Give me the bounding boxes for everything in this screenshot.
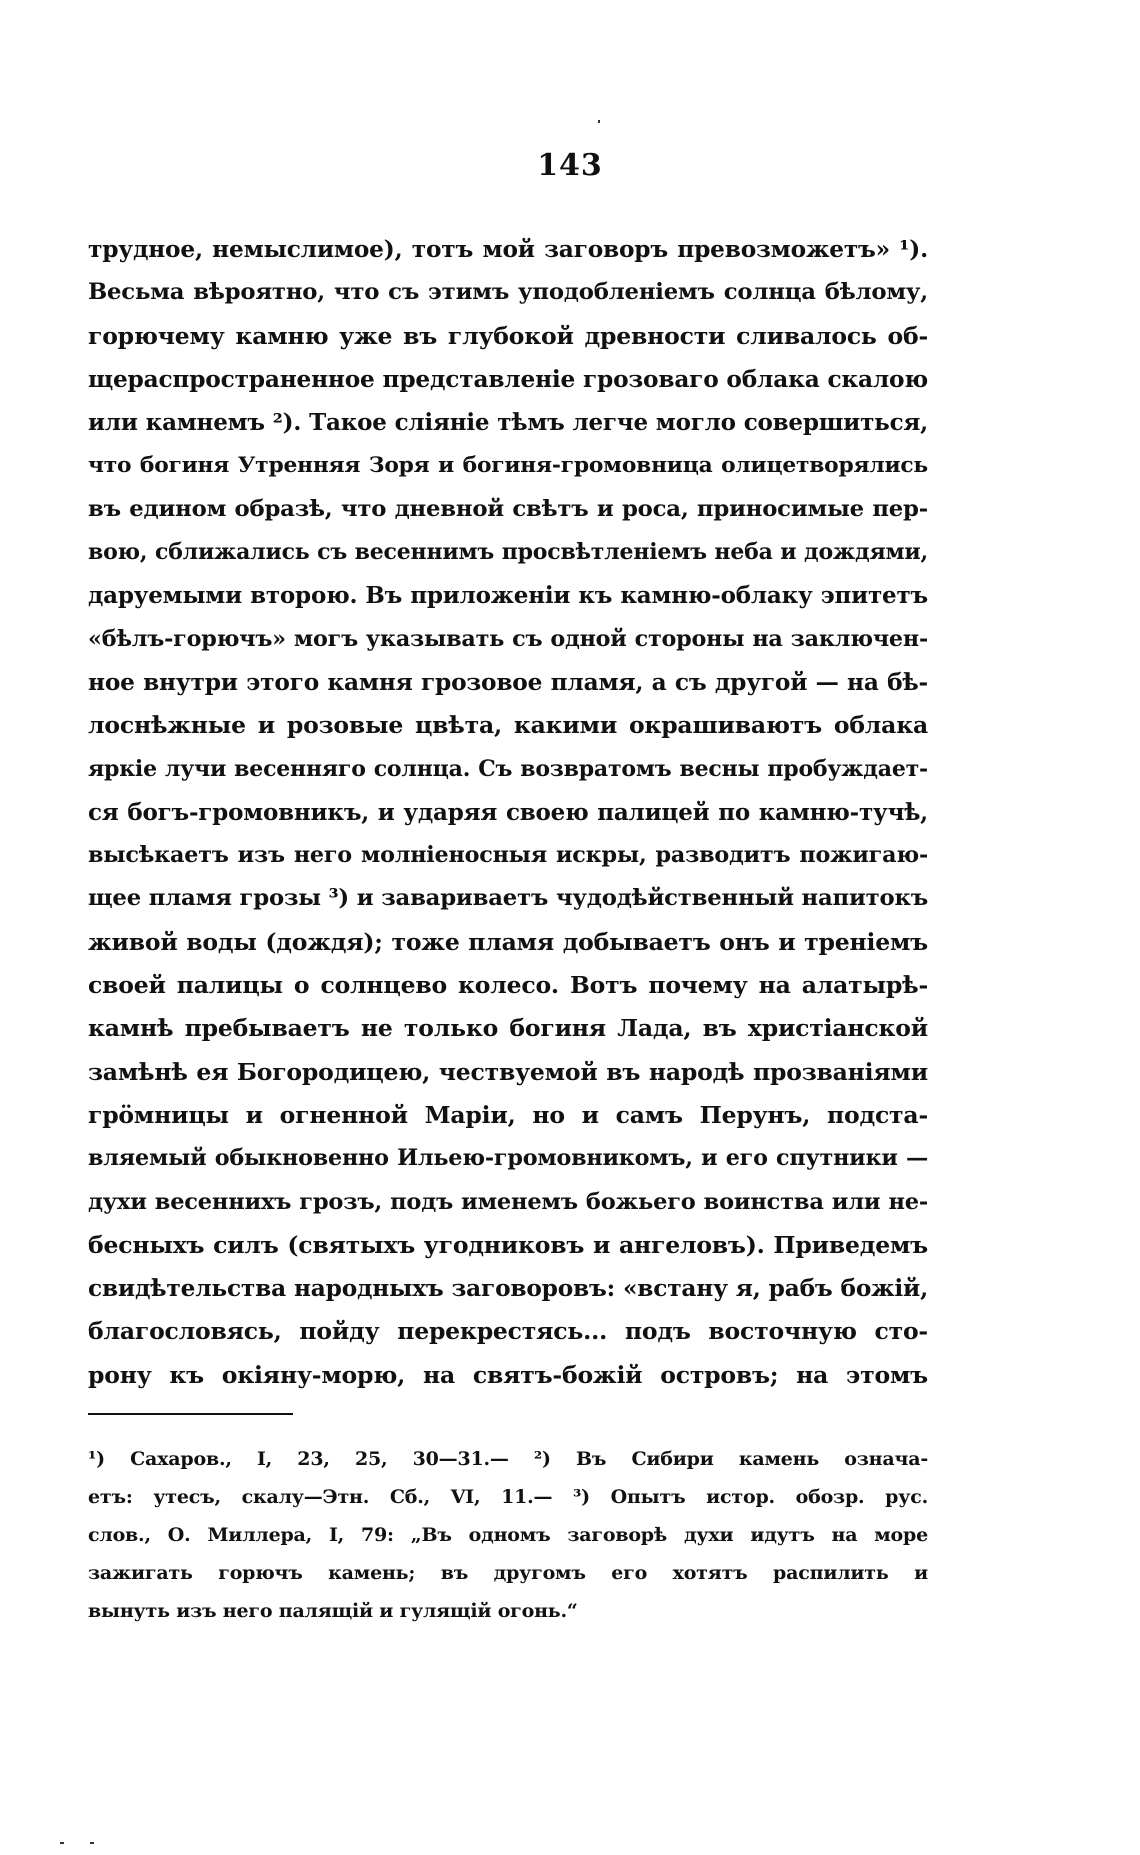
text-line: рону къ окіяну-морю, на святъ-божій островъ; на этомъ: [88, 1360, 928, 1389]
text-line: высѣкаетъ изъ него молніеносныя искры, разводитъ пожигаю-: [88, 842, 928, 869]
text-line: благословясь, пойду перекрестясь... подъ восточную сто-: [88, 1317, 928, 1346]
main-text-block: [88, 228, 928, 1397]
scan-speck: [598, 120, 600, 123]
text-line: вою, сближались съ весеннимъ просвѣтленіемъ неба и дождями,: [88, 539, 928, 566]
text-line: свидѣтельства народныхъ заговоровъ: «встану я, рабъ божій,: [88, 1275, 928, 1303]
text-line: «бѣлъ-горючъ» могъ указывать съ одной стороны на заключен-: [88, 625, 928, 652]
footnotes-block: [88, 1440, 928, 1630]
text-line: горючему камню уже въ глубокой древности сливалось об-: [88, 321, 928, 350]
footnote-line: ¹) Сахаров., I, 23, 25, 30—31.— ²) Въ Сибири камень означа-: [88, 1448, 928, 1470]
text-line: камнѣ пребываетъ не только богиня Лада, въ христіанской: [88, 1014, 928, 1043]
text-line: вляемый обыкновенно Ильею-громовникомъ, и его спутники —: [88, 1145, 928, 1172]
text-line: даруемыми второю. Въ приложеніи къ камню-облаку эпитетъ: [88, 582, 928, 610]
text-line: трудное, немыслимое), тотъ мой заговоръ превозможетъ» ¹).: [88, 236, 928, 263]
text-line: живой воды (дождя); тоже пламя добываетъ онъ и треніемъ: [88, 927, 928, 956]
text-line: что богиня Утренняя Зоря и богиня-громовница олицетворялись: [88, 453, 928, 479]
scan-speck: [60, 1842, 64, 1844]
footnote-line: слов., О. Миллера, I, 79: „Въ одномъ заговорѣ духи идутъ на море: [88, 1524, 928, 1546]
text-line: ное внутри этого камня грозовое пламя, а съ другой — на бѣ-: [88, 668, 928, 696]
text-line: Весьма вѣроятно, что съ этимъ уподобленіемъ солнца бѣлому,: [88, 279, 928, 306]
footnote-separator: [88, 1413, 293, 1415]
text-line: въ едином образѣ, что дневной свѣтъ и роса, приносимые пер-: [88, 495, 928, 522]
text-line: или камнемъ ²). Такое сліяніе тѣмъ легче могло совершиться,: [88, 409, 928, 437]
text-line: щераспространенное представленіе грозоваго облака скалою: [88, 365, 929, 393]
footnote-line: етъ: утесъ, скалу—Этн. Сб., VI, 11.— ³) Опытъ истор. обозр. рус.: [88, 1486, 928, 1508]
text-line: ся богъ-громовникъ, и ударяя своею палицей по камню-тучѣ,: [88, 798, 928, 826]
text-line: грӧмницы и огненной Маріи, но и самъ Перунъ, подста-: [88, 1100, 928, 1129]
page-number: 143: [537, 148, 603, 183]
text-line: бесныхъ силъ (святыхъ угодниковъ и ангеловъ). Приведемъ: [88, 1230, 928, 1259]
text-line: духи весеннихъ грозъ, подъ именемъ божьего воинства или не-: [88, 1188, 928, 1215]
footnote-line: зажигать горючъ камень; въ другомъ его хотятъ распилить и: [88, 1562, 928, 1584]
text-line: своей палицы о солнцево колесо. Вотъ почему на алатырѣ-: [88, 971, 928, 1000]
text-line: замѣнѣ ея Богородицею, чествуемой въ народѣ прозваніями: [88, 1057, 928, 1086]
text-line: лоснѣжные и розовые цвѣта, какими окрашиваютъ облака: [88, 711, 928, 740]
scan-speck: [90, 1842, 94, 1844]
text-line: щее пламя грозы ³) и завариваетъ чудодѣйственный напитокъ: [88, 885, 928, 912]
footnote-line: вынуть изъ него палящій и гулящій огонь.“: [88, 1600, 578, 1622]
text-line: яркіе лучи весенняго солнца. Съ возвратомъ весны пробуждает-: [88, 755, 928, 782]
